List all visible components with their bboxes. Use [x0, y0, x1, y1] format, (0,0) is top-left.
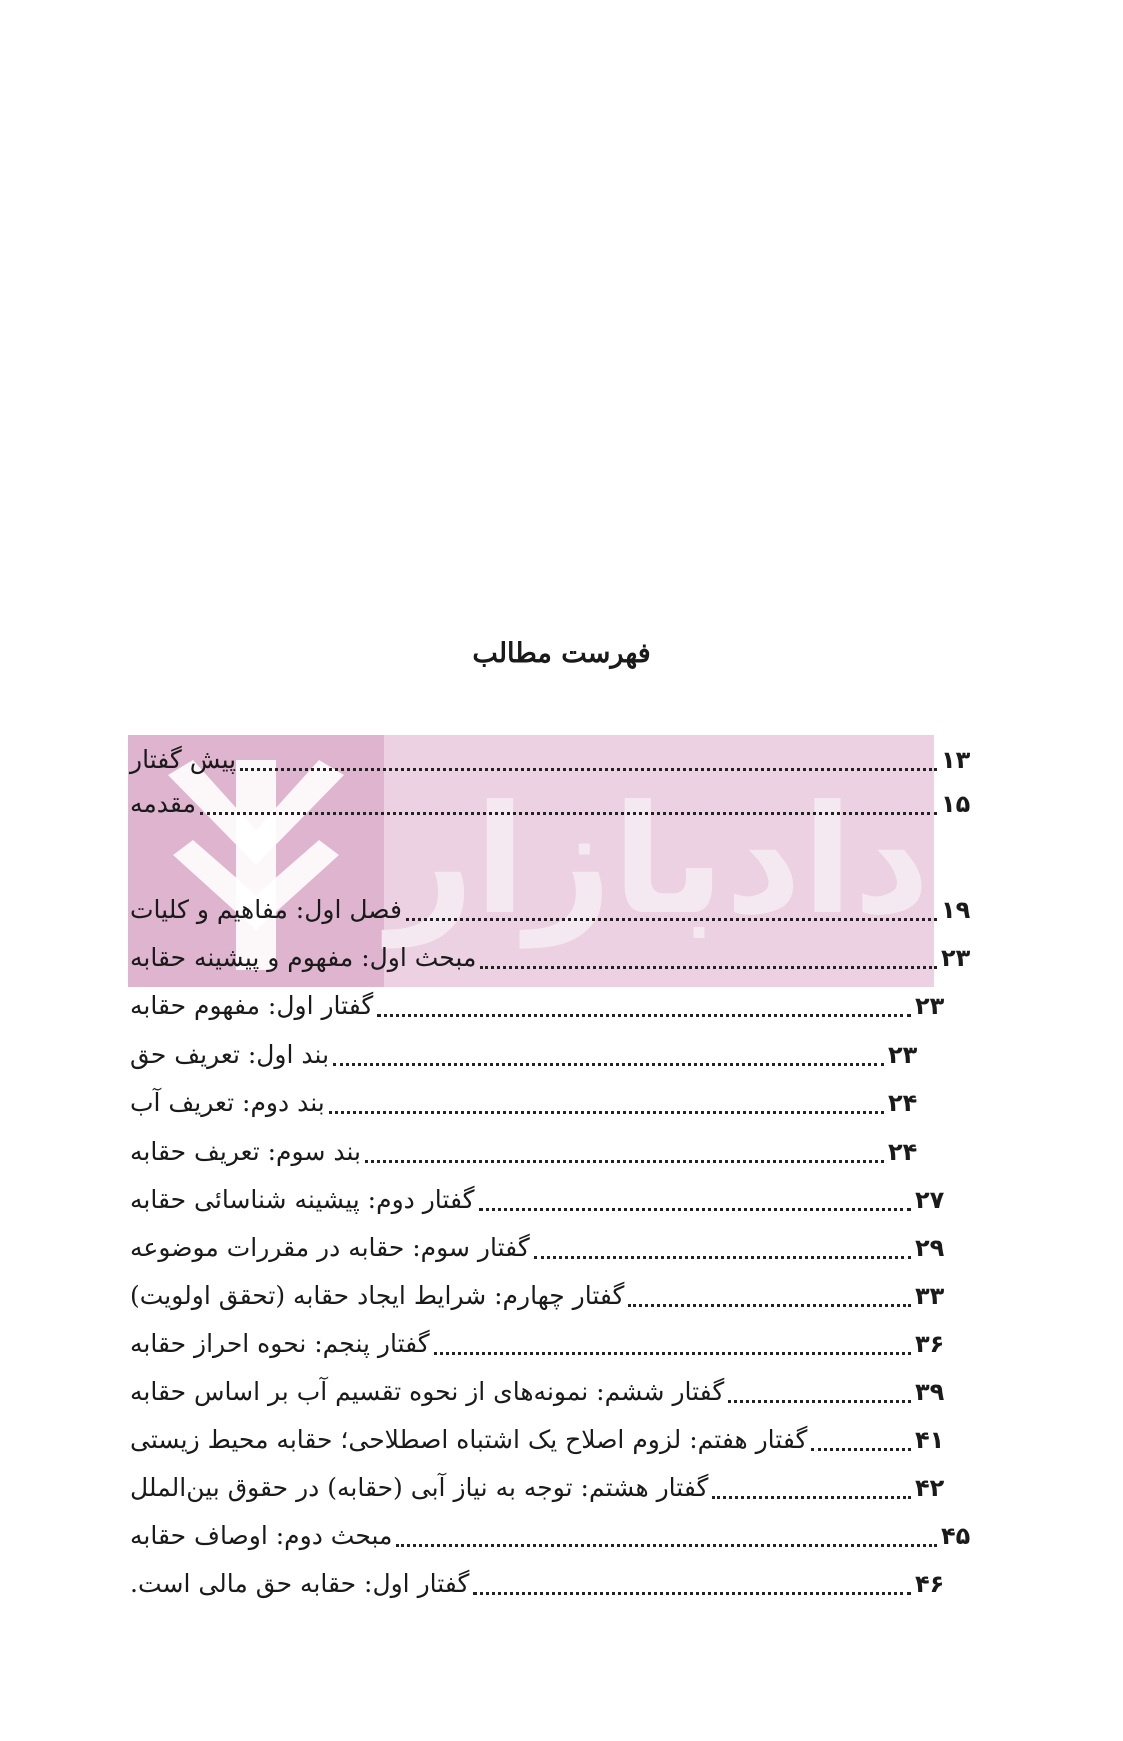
toc-entry-label: پیش گفتار [130, 745, 237, 774]
watermark-text: دادبازار [387, 774, 931, 948]
toc-leader-dots [473, 1592, 911, 1595]
toc-leader-dots [365, 1160, 884, 1163]
toc-entry [130, 1081, 928, 1125]
toc-entry-label: مبحث دوم: اوصاف حقابه [130, 1521, 393, 1550]
toc-entry [130, 1418, 955, 1462]
toc-leader-dots [333, 1063, 884, 1066]
toc-entry [130, 738, 981, 782]
page-title: فهرست مطالب [472, 638, 651, 669]
toc-page-number: ۲۳ [941, 944, 971, 972]
toc-leader-dots [628, 1304, 911, 1307]
toc-leader-dots [406, 918, 937, 921]
toc-entry [130, 1130, 928, 1174]
toc-entry-label: گفتار پنجم: نحوه احراز حقابه [130, 1329, 430, 1358]
toc-entry [130, 1274, 955, 1318]
toc-entry-label: گفتار ششم: نمونه‌های از نحوه تقسیم آب بر اساس حقابه [130, 1377, 725, 1406]
toc-page-number: ۴۵ [941, 1522, 971, 1550]
toc-page-number: ۱۹ [941, 896, 971, 924]
toc-entry [130, 1033, 928, 1077]
toc-page-number: ۲۴ [888, 1138, 918, 1166]
toc-leader-dots [728, 1400, 911, 1403]
toc-page-number: ۳۹ [915, 1378, 945, 1406]
toc-entry-label: مبحث اول: مفهوم و پیشینه حقابه [130, 943, 477, 972]
toc-entry [130, 984, 955, 1028]
toc-page-number: ۱۳ [941, 746, 971, 774]
toc-entry [130, 1514, 981, 1558]
toc-leader-dots [479, 1208, 911, 1211]
toc-page-number: ۲۷ [915, 1186, 945, 1214]
toc-leader-dots [329, 1111, 884, 1114]
toc-entry [130, 1562, 955, 1606]
toc-entry [130, 1322, 955, 1366]
toc-entry [130, 782, 981, 826]
toc-leader-dots [480, 966, 937, 969]
toc-entry [130, 1370, 955, 1414]
toc-entry-label: گفتار اول: حقابه حق مالی است. [130, 1569, 470, 1598]
toc-page-number: ۴۶ [915, 1570, 945, 1598]
toc-leader-dots [434, 1352, 911, 1355]
toc-entry-label: فصل اول: مفاهیم و کلیات [130, 895, 402, 924]
toc-page-number: ۳۶ [915, 1330, 945, 1358]
toc-page-number: ۱۵ [941, 790, 971, 818]
toc-entry-label: مقدمه [130, 789, 196, 818]
toc-page-number: ۲۳ [888, 1041, 918, 1069]
toc-leader-dots [712, 1496, 911, 1499]
toc-entry-label: گفتار چهارم: شرایط ایجاد حقابه (تحقق اولویت) [130, 1281, 625, 1310]
toc-page-number: ۲۴ [888, 1089, 918, 1117]
toc-leader-dots [200, 812, 937, 815]
toc-entry [130, 936, 981, 980]
toc-entry [130, 1178, 955, 1222]
toc-entry-label: گفتار هشتم: توجه به نیاز آبی (حقابه) در حقوق بین‌الملل [130, 1473, 709, 1502]
toc-entry [130, 888, 981, 932]
toc-page-number: ۴۱ [915, 1426, 945, 1454]
toc-entry-label: گفتار دوم: پیشینه شناسائی حقابه [130, 1185, 475, 1214]
toc-entry-label: بند اول: تعریف حق [130, 1040, 330, 1069]
toc-page-number: ۲۹ [915, 1234, 945, 1262]
toc-entry [130, 1226, 955, 1270]
toc-leader-dots [240, 768, 937, 771]
toc-leader-dots [534, 1256, 911, 1259]
toc-entry-label: گفتار هفتم: لزوم اصلاح یک اشتباه اصطلاحی؛ حقابه محیط زیستی [130, 1425, 808, 1454]
toc-entry-label: بند سوم: تعریف حقابه [130, 1137, 361, 1166]
toc-entry [130, 1466, 955, 1510]
toc-leader-dots [396, 1544, 937, 1547]
toc-page-number: ۳۳ [915, 1282, 945, 1310]
toc-leader-dots [811, 1448, 911, 1451]
toc-entry-label: گفتار سوم: حقابه در مقررات موضوعه [130, 1233, 530, 1262]
toc-entry-label: گفتار اول: مفهوم حقابه [130, 991, 374, 1020]
toc-page-number: ۲۳ [915, 992, 945, 1020]
toc-leader-dots [377, 1014, 911, 1017]
toc-page-number: ۴۲ [915, 1474, 945, 1502]
toc-entry-label: بند دوم: تعریف آب [130, 1088, 325, 1117]
